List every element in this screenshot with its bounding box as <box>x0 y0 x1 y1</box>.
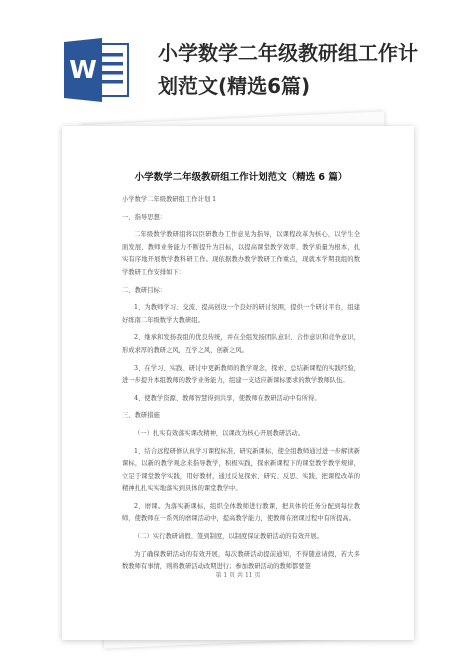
paragraph: 小学数学二年级教研组工作计划 1 <box>122 196 217 203</box>
paragraph: 4、使教学资源、教师智慧得到共享，使教师在教研活动中有所得。 <box>134 394 321 402</box>
document-heading <box>158 37 458 103</box>
document-header <box>0 0 474 128</box>
heading-line-1: 小学数学二年级教研组工作计 <box>158 41 418 65</box>
paragraph: 3、在学习、实践、研讨中更新教师的教学观念，探索、总结新课程的实践经验，进一步提升本组教师的教学业务能力，组建一支适应新课标要求的数学教师队伍。 <box>122 364 360 385</box>
paragraph: 二、教研目标： <box>122 286 167 294</box>
word-icon-letter: W <box>69 55 97 84</box>
paragraph: 2、磨课。为落实新课标，组织全体教师进行教课，把具体的任务分配到每位教师，使教师在一系列的磨课活动中，提高教学能力，使教师在磨课过程中有所提高。 <box>122 502 360 523</box>
paragraph: 一、指导思想： <box>122 213 167 221</box>
paragraph: 1、为教师学习、交流、提高创设一个良好的研讨氛围，提供一个研讨平台，组建好练南二年级数学大教研组。 <box>122 304 360 324</box>
paragraph: 二年级数学教研组将以臣研教办工作意见为指导，以课程改革为核心，以学生全面发展、教师业务能力不断提升为目标，以提高课堂教学效率、教学质量为根本，扎实有序地开展数学教科研工作。现依据教办教学教研工作重点，现就本学期我组的数学教研工作安排如下： <box>122 231 360 276</box>
document-title: 小学数学二年级教研组工作计划范文（精选 6 篇） <box>134 172 348 183</box>
paragraph: 1、结合远程研修认真学习课程标准，研究新课标，使全组教师通过进一步解读新课标，以新的教学观念来指导教学，积极实践，探索新课程下的课堂教学教学规律，立足于课堂教学实践，用好教材，通过反复探索、研究、反思、实践，把课程改革的精神扎扎实实地落实到具体的课堂教学中。 <box>122 447 360 493</box>
page-content <box>122 171 360 579</box>
paragraph: 为了确保教研活动的有效开展，每次教研活动提前通知，不得随意请假，若大多数教师有事情，则将教研活动改期进行；参加教研活动的教师都要签 <box>122 550 360 571</box>
paragraph: （一）扎实有效落实课改精神，以课改为核心开展教研活动。 <box>134 429 305 437</box>
paragraph: （二）实行教研请假、签到制度，以制度保证教研活动的有效开展。 <box>134 533 323 541</box>
paragraph: 2、继承和发扬我组的优良传统，并在全组发扬团队意识、合作意识和竞争意识，形成求厚的教研之风，互学之风，创新之风。 <box>122 334 360 354</box>
page-number: 第 1 页 共 11 页 <box>215 572 261 579</box>
paragraph: 三、教研措施 <box>122 412 160 420</box>
document-page-preview <box>62 126 414 640</box>
heading-line-2: 划范文(精选6篇) <box>158 74 311 98</box>
word-document-icon <box>62 38 132 102</box>
